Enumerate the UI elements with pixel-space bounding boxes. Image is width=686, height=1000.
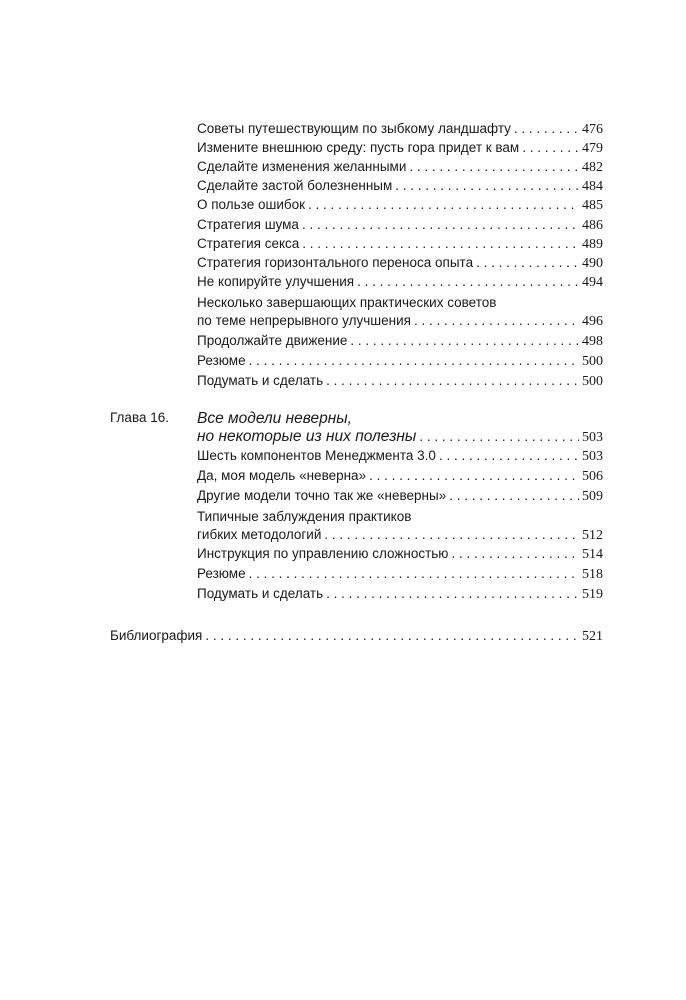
toc-entry-title: Шесть компонентов Менеджмента 3.0	[197, 448, 436, 463]
toc-entry-title: Резюме	[197, 566, 246, 581]
toc-entry[interactable]	[197, 565, 603, 584]
toc-entry-page: 519	[582, 587, 603, 602]
toc-entry[interactable]	[197, 254, 603, 273]
leader-dots	[439, 447, 579, 465]
toc-entry-page: 479	[582, 141, 603, 156]
toc-entry-title: Стратегия секса	[197, 236, 300, 251]
toc-entry-page: 482	[582, 160, 603, 175]
leader-dots	[350, 332, 579, 350]
leader-dots	[369, 467, 579, 485]
toc-entry-page: 518	[582, 567, 603, 582]
toc-entry-page: 500	[582, 374, 603, 389]
toc-entry-page: 498	[582, 334, 603, 349]
chapter-page: 503	[582, 430, 603, 445]
toc-entry[interactable]	[197, 372, 603, 391]
toc-entry[interactable]	[197, 273, 603, 292]
toc-entry-page: 503	[582, 449, 603, 464]
toc-entry[interactable]	[197, 120, 603, 139]
toc-entry[interactable]	[197, 216, 603, 235]
toc-entry[interactable]	[197, 487, 603, 506]
leader-dots	[414, 312, 579, 330]
toc-entry-title-line1: Несколько завершающих практических советов	[197, 295, 497, 310]
toc-entry-title: О пользе ошибок	[197, 197, 306, 212]
bibliography-entry[interactable]	[110, 627, 603, 646]
leader-dots	[249, 352, 579, 370]
toc-entry-page: 486	[582, 218, 603, 233]
toc-entry-title: по теме непрерывного улучшения	[197, 313, 411, 328]
toc-entry-title: гибких методологий	[197, 527, 322, 542]
chapter-title-entry[interactable]	[197, 428, 603, 447]
leader-dots	[326, 372, 579, 390]
leader-dots	[205, 627, 579, 645]
toc-entry-page: 512	[582, 528, 603, 543]
toc-entry[interactable]	[197, 294, 603, 331]
leader-dots	[522, 139, 579, 157]
leader-dots	[451, 545, 579, 563]
toc-entry-title: Сделайте застой болезненным	[197, 178, 393, 193]
leader-dots	[302, 235, 579, 253]
leader-dots	[419, 428, 579, 446]
bibliography-title: Библиография	[110, 628, 203, 643]
chapter-title-line1[interactable]: Все модели неверны,	[197, 410, 352, 427]
toc-entry-title: Стратегия шума	[197, 217, 299, 232]
toc-entry-page: 489	[582, 237, 603, 252]
toc-entry-title: Инструкция по управлению сложностью	[197, 546, 449, 561]
leader-dots	[395, 177, 579, 195]
toc-entry[interactable]	[197, 235, 603, 254]
toc-entry-title: Советы путешествующим по зыбкому ландшафту	[197, 121, 511, 136]
toc-entry[interactable]	[197, 585, 603, 604]
toc-entry-page: 494	[582, 275, 603, 290]
toc-entry-title: Другие модели точно так же «неверны»	[197, 488, 447, 503]
leader-dots	[302, 216, 579, 234]
toc-entry[interactable]	[197, 158, 603, 177]
toc-entry-page: 514	[582, 547, 603, 562]
leader-dots	[357, 273, 579, 291]
toc-entry[interactable]	[197, 467, 603, 486]
chapter-title-line2: но некоторые из них полезны	[197, 428, 417, 445]
leader-dots	[514, 120, 579, 138]
toc-entry-title: Резюме	[197, 353, 246, 368]
toc-entry[interactable]	[197, 177, 603, 196]
toc-entry-title: Подумать и сделать	[197, 586, 324, 601]
toc-entry-page: 506	[582, 469, 603, 484]
toc-entry-page: 496	[582, 314, 603, 329]
toc-entry-page: 484	[582, 179, 603, 194]
toc-entry-title: Да, моя модель «неверна»	[197, 468, 367, 483]
leader-dots	[324, 526, 579, 544]
toc-entry-title: Сделайте изменения желанными	[197, 159, 407, 174]
leader-dots	[476, 254, 579, 272]
toc-entry-title: Не копируйте улучшения	[197, 274, 355, 289]
toc-entry[interactable]	[197, 332, 603, 351]
toc-entry-page: 490	[582, 256, 603, 271]
leader-dots	[326, 585, 579, 603]
bibliography-page: 521	[582, 629, 603, 644]
toc-entry-title: Продолжайте движение	[197, 333, 348, 348]
toc-entry-title-line1: Типичные заблуждения практиков	[197, 509, 412, 524]
leader-dots	[449, 487, 579, 505]
toc-entry-title: Стратегия горизонтального переноса опыта	[197, 255, 474, 270]
toc-entry[interactable]	[197, 447, 603, 466]
toc-entry-page: 500	[582, 354, 603, 369]
toc-entry[interactable]	[197, 352, 603, 371]
chapter-label: Глава 16.	[110, 410, 169, 425]
toc-entry-page: 476	[582, 122, 603, 137]
toc-entry[interactable]	[197, 139, 603, 158]
toc-entry-title: Измените внешнюю среду: пусть гора придет к вам	[197, 140, 520, 155]
toc-entry[interactable]	[197, 508, 603, 545]
toc-entry-title: Подумать и сделать	[197, 373, 324, 388]
leader-dots	[409, 158, 579, 176]
leader-dots	[249, 565, 579, 583]
toc-entry-page: 485	[582, 198, 603, 213]
toc-entry[interactable]	[197, 545, 603, 564]
leader-dots	[308, 196, 579, 214]
toc-entry[interactable]	[197, 196, 603, 215]
toc-entry-page: 509	[582, 489, 603, 504]
